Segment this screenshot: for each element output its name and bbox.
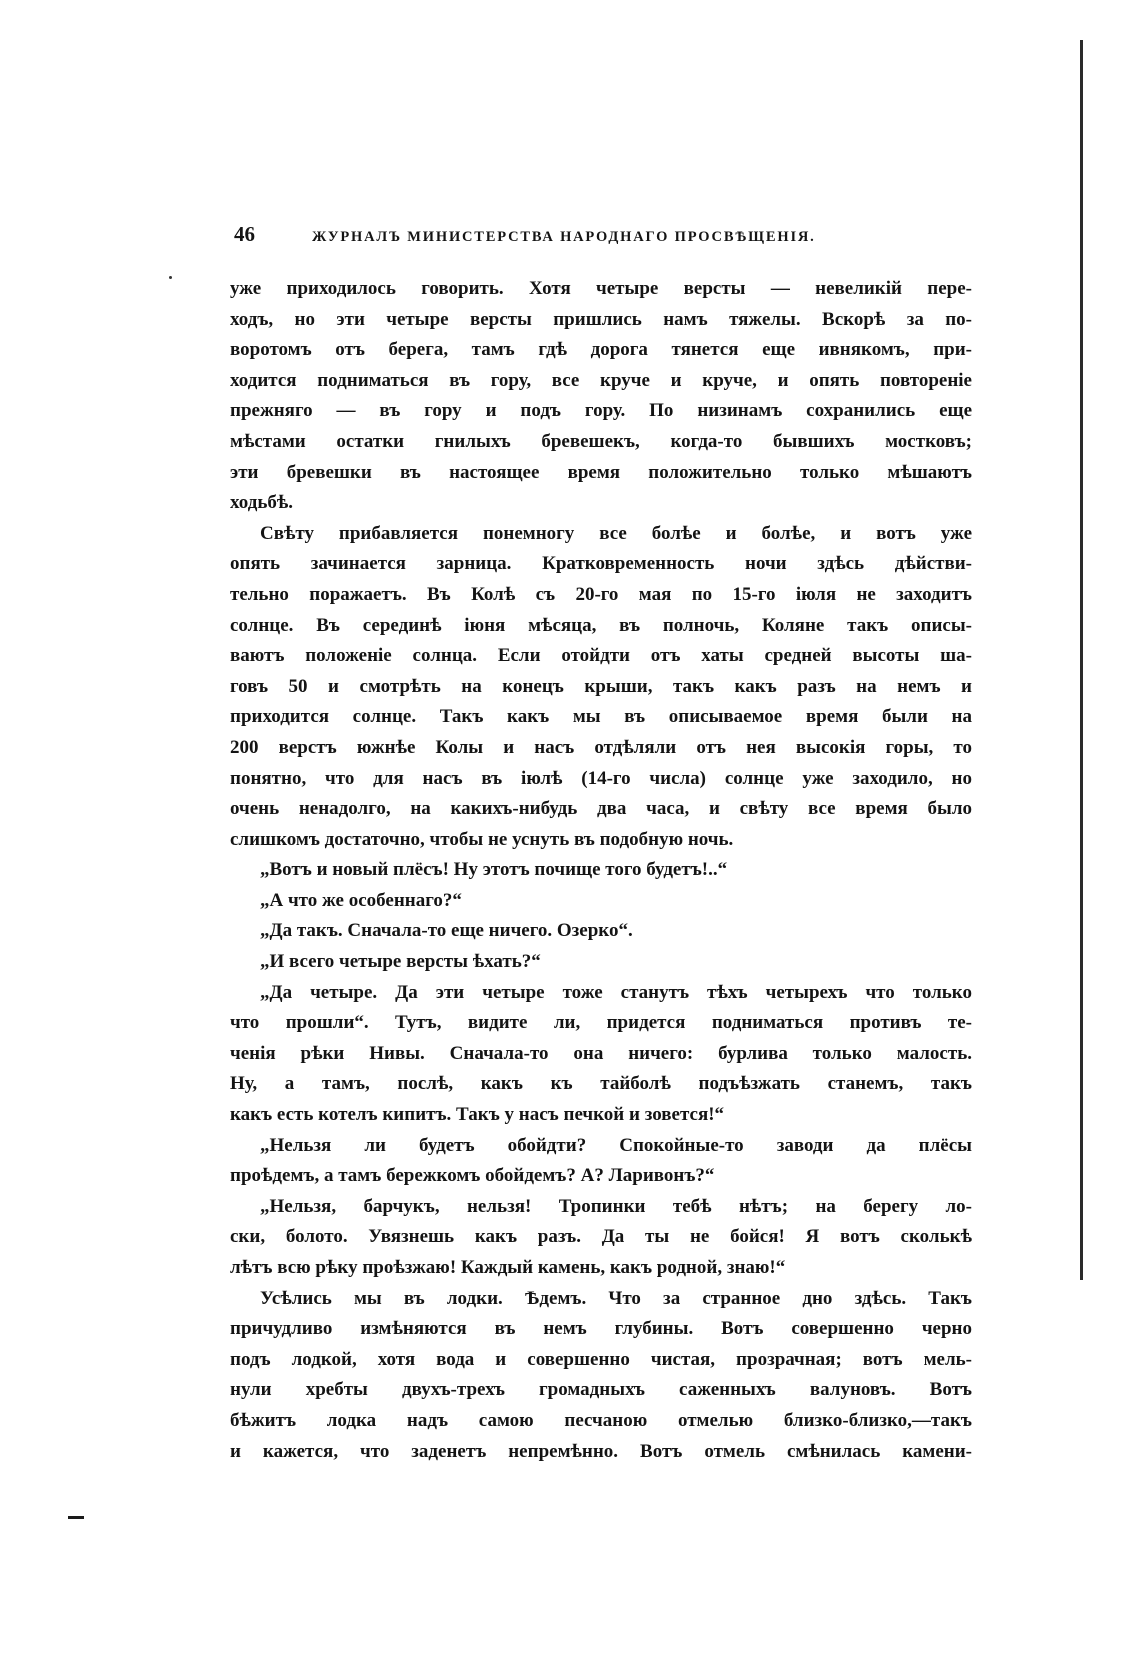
text-line: ходится подниматься въ гору, все круче и круче, и опять повтореніе <box>230 369 972 391</box>
text-line: ски, болото. Увязнешь какъ разъ. Да ты не бойся! Я вотъ сколькѣ <box>230 1226 972 1248</box>
text-line: „Нельзя ли будетъ обойдти? Спокойные-то заводи да плёсы <box>260 1134 972 1156</box>
scan-mark <box>68 1516 84 1519</box>
text-line: „Нельзя, барчукъ, нельзя! Тропинки тебѣ нѣтъ; на берегу ло- <box>260 1195 972 1217</box>
body-text <box>230 274 972 1467</box>
text-line: слишкомъ достаточно, чтобы не уснуть въ подобную ночь. <box>230 828 734 850</box>
text-line: уже приходилось говорить. Хотя четыре версты — невеликій пере- <box>230 278 972 299</box>
text-line: воротомъ отъ берега, тамъ гдѣ дорога тянется еще ивнякомъ, при- <box>230 339 972 361</box>
text-line: причудливо измѣняются въ немъ глубины. Вотъ совершенно черно <box>230 1318 972 1340</box>
text-line: „Да четыре. Да эти четыре тоже станутъ тѣхъ четырехъ что только <box>260 981 972 1003</box>
text-line: ваютъ положеніе солнца. Если отойдти отъ хаты средней высоты ша- <box>230 645 972 667</box>
text-line: понятно, что для насъ въ іюлѣ (14-го числа) солнце уже заходило, но <box>230 767 972 789</box>
text-line: Свѣту прибавляется понемногу все болѣе и болѣе, и вотъ уже <box>260 522 972 544</box>
text-line: тельно поражаетъ. Въ Колѣ съ 20-го мая по 15-го іюля не заходитъ <box>230 583 972 605</box>
text-line: ченія рѣки Нивы. Сначала-то она ничего: бурлива только малость. <box>230 1042 972 1064</box>
text-line: нули хребты двухъ-трехъ громадныхъ саженныхъ валуновъ. Вотъ <box>230 1379 972 1401</box>
text-line: какъ есть котелъ кипитъ. Такъ у насъ печкой и зовется!“ <box>230 1104 725 1126</box>
text-line: очень ненадолго, на какихъ-нибудь два часа, и свѣту все время было <box>230 798 972 820</box>
text-line: мѣстами остатки гнилыхъ бревешекъ, когда-то бывшихъ мостковъ; <box>230 430 972 452</box>
text-line: солнце. Въ серединѣ іюня мѣсяца, въ полночь, Коляне такъ описы- <box>230 614 972 636</box>
text-line: ходъ, но эти четыре версты пришлись намъ тяжелы. Вскорѣ за по- <box>230 308 972 330</box>
text-line: проѣдемъ, а тамъ бережкомъ обойдемъ? А? Ларивонъ?“ <box>230 1165 715 1187</box>
text-line: Ну, а тамъ, послѣ, какъ къ тайболѣ подъѣзжать станемъ, такъ <box>230 1073 972 1095</box>
text-line: ходьбѣ. <box>230 492 294 514</box>
page-header <box>234 222 874 252</box>
text-line: говъ 50 и смотрѣть на конецъ крыши, такъ какъ разъ на немъ и <box>230 675 972 697</box>
text-line: приходится солнце. Такъ какъ мы въ описываемое время были на <box>230 706 972 728</box>
scan-dot <box>169 276 172 279</box>
text-line: прежняго — въ гору и подъ гору. По низинамъ сохранились еще <box>230 400 972 422</box>
text-line: подъ лодкой, хотя вода и совершенно чистая, прозрачная; вотъ мель- <box>230 1348 972 1370</box>
text-line: „И всего четыре версты ѣхать?“ <box>260 951 541 973</box>
text-line: „Да такъ. Сначала-то еще ничего. Озерко“. <box>260 920 633 942</box>
text-line: опять зачинается зарница. Кратковременность ночи здѣсь дѣйстви- <box>230 553 972 575</box>
text-line: 200 верстъ южнѣе Колы и насъ отдѣляли отъ нея высокія горы, то <box>230 736 972 758</box>
text-line: „А что же особеннаго?“ <box>260 889 462 911</box>
text-line: эти бревешки въ настоящее время положительно только мѣшаютъ <box>230 461 972 483</box>
running-title: ЖУРНАЛЪ МИНИСТЕРСТВА НАРОДНАГО ПРОСВѢЩЕНІЯ. <box>312 229 816 245</box>
text-line: что прошли“. Тутъ, видите ли, придется подниматься противъ те- <box>230 1012 972 1034</box>
page-edge-line <box>1080 40 1083 1280</box>
text-line: Усѣлись мы въ лодки. Ѣдемъ. Что за странное дно здѣсь. Такъ <box>260 1287 972 1309</box>
text-line: „Вотъ и новый плёсъ! Ну этотъ почище того будетъ!..“ <box>260 859 728 881</box>
text-line: и кажется, что заденетъ непремѣнно. Вотъ отмель смѣнилась камени- <box>230 1440 972 1462</box>
text-line: бѣжитъ лодка надъ самою песчаною отмелью близко-близко,—такъ <box>230 1409 972 1431</box>
page-number: 46 <box>234 222 255 246</box>
text-line: лѣтъ всю рѣку проѣзжаю! Каждый камень, какъ родной, знаю!“ <box>230 1257 786 1278</box>
